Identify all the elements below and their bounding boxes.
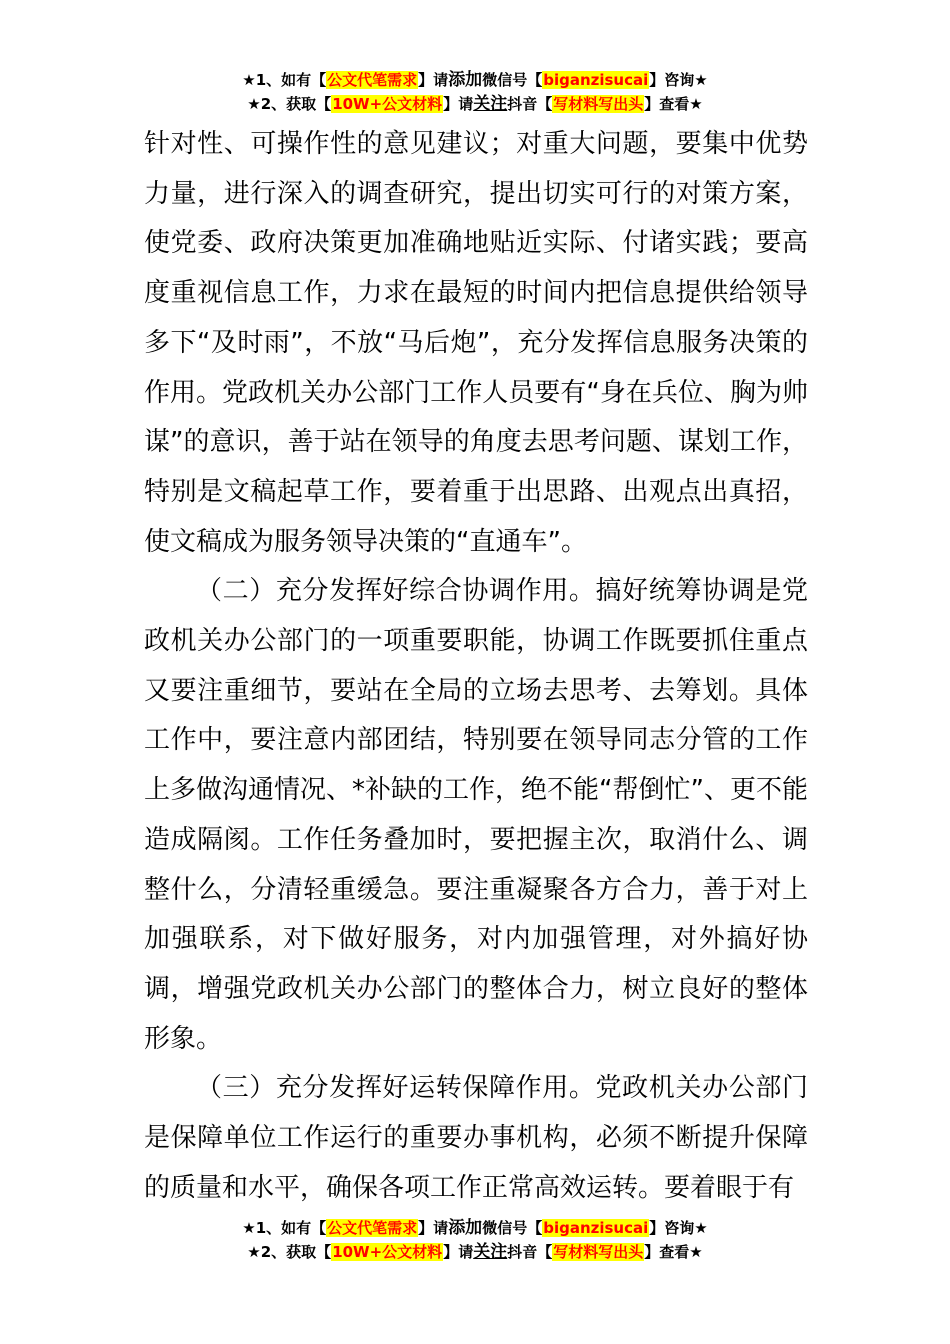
banner-text: 关注 (473, 1242, 508, 1262)
paragraph-continuation: 针对性、可操作性的意见建议；对重大问题，要集中优势力量，进行深入的调查研究，提出切实可行的对策方案，使党委、政府决策更加准确地贴近实际、付诸实践；要高度重视信息工作，力求在最短的时间内把信息提供给领导多下“及时雨”，不放“马后炮”，充分发挥信息服务决策的作用。党政机关办公部门工作人员要有“身在兵位、胸为帅谋”的意识，善于站在领导的角度去思考问题、谋划工作，特别是文稿起草工作，要着重于出思路、出观点出真招，使文稿成为服务领导决策的“直通车”。 (144, 129, 808, 557)
banner-text: 添加 (448, 1218, 483, 1238)
banner-text: 】咨询★ (649, 1219, 708, 1237)
star-icon: ★ (242, 1219, 256, 1237)
banner-line-1 (0, 68, 950, 92)
banner-line-2 (0, 1240, 950, 1264)
document-body (144, 120, 808, 1213)
banner-text: 】请 (418, 1219, 449, 1237)
banner-text: 微信号【 (482, 1219, 543, 1237)
banner-text: 】咨询★ (649, 71, 708, 89)
banner-text: 】请 (443, 95, 474, 113)
banner-text: 1、如有【 (255, 1219, 327, 1237)
highlight-wechat-id: biganzisucai (543, 71, 649, 89)
star-icon: ★ (247, 95, 261, 113)
banner-text: 微信号【 (482, 71, 543, 89)
banner-text: 2、获取【 (260, 95, 332, 113)
highlight-wechat-id: biganzisucai (543, 1219, 649, 1237)
banner-text: 抖音【 (507, 1243, 553, 1261)
banner-text: 2、获取【 (260, 1243, 332, 1261)
highlight-douyin: 写材料写出头 (553, 95, 644, 113)
paragraph-coordination: （二）充分发挥好综合协调作用。搞好统筹协调是党政机关办公部门的一项重要职能，协调工作既要抓住重点又要注重细节，要站在全局的立场去思考、去筹划。具体工作中，要注意内部团结，特别要在领导同志分管的工作上多做沟通情况、*补缺的工作，绝不能“帮倒忙”、更不能造成隔阂。工作任务叠加时，要把握主次，取消什么、调整什么，分清轻重缓急。要注重凝聚各方合力，善于对上加强联系，对下做好服务，对内加强管理，对外搞好协调，增强党政机关办公部门的整体合力，树立良好的整体形象。 (144, 576, 808, 1054)
banner-text: 1、如有【 (255, 71, 327, 89)
banner-text: 】查看★ (644, 95, 703, 113)
banner-text: 】请 (418, 71, 449, 89)
banner-text: 】查看★ (644, 1243, 703, 1261)
highlight-service: 公文代笔需求 (327, 71, 418, 89)
star-icon: ★ (242, 71, 256, 89)
banner-line-1 (0, 1216, 950, 1240)
footer-banner (0, 1216, 950, 1264)
highlight-service: 公文代笔需求 (327, 1219, 418, 1237)
banner-text: 】请 (443, 1243, 474, 1261)
highlight-douyin: 写材料写出头 (553, 1243, 644, 1261)
banner-text: 关注 (473, 94, 508, 114)
banner-text: 抖音【 (507, 95, 553, 113)
paragraph-operation-guarantee: （三）充分发挥好运转保障作用。党政机关办公部门是保障单位工作运行的重要办事机构，必须不断提升保障的质量和水平，确保各项工作正常高效运转。要着眼于有 (144, 1073, 808, 1203)
banner-text: 添加 (448, 70, 483, 90)
header-banner (0, 68, 950, 116)
highlight-materials: 10W+公文材料 (332, 95, 443, 113)
highlight-materials: 10W+公文材料 (332, 1243, 443, 1261)
banner-line-2 (0, 92, 950, 116)
star-icon: ★ (247, 1243, 261, 1261)
